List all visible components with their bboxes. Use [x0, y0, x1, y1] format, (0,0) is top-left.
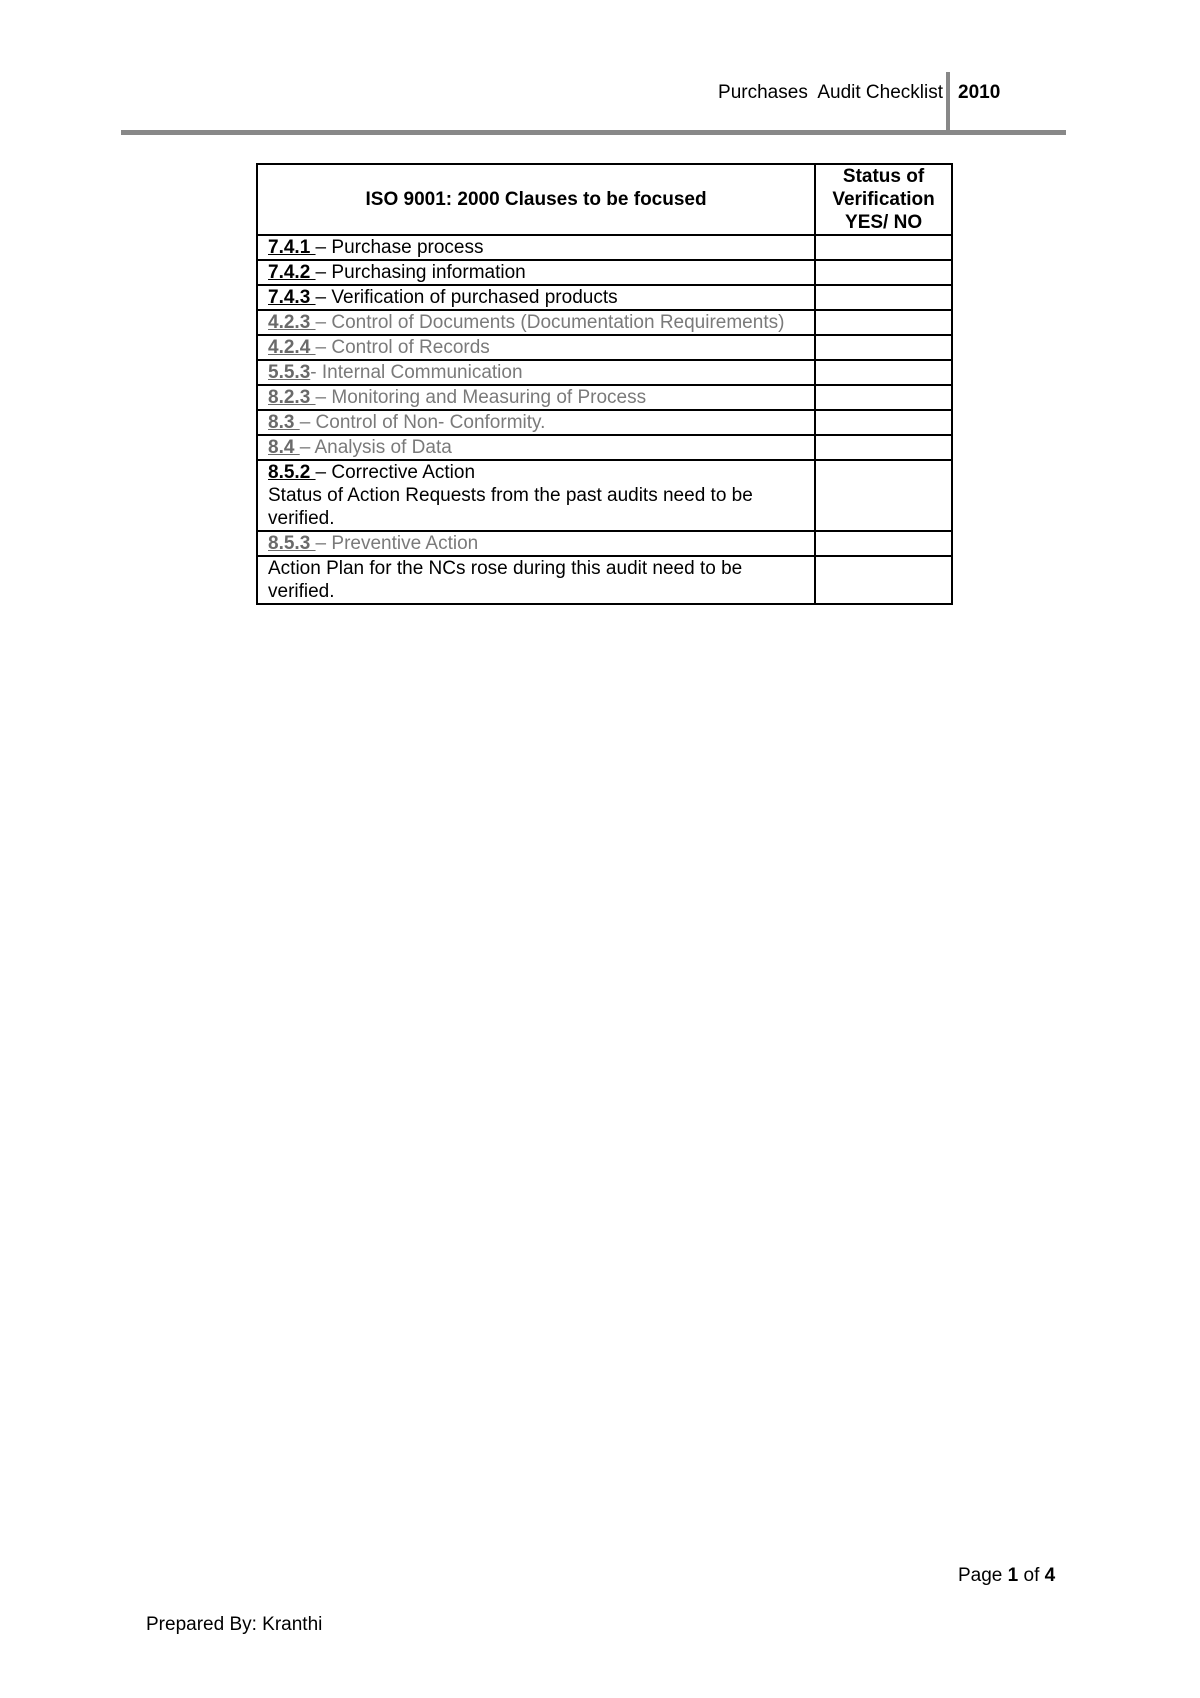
- status-header-line: Status of: [842, 166, 925, 187]
- clause-text: – Preventive Action: [315, 533, 479, 554]
- clause-text: – Purchasing information: [315, 262, 526, 283]
- clause-code: 8.3: [268, 412, 300, 433]
- status-cell[interactable]: [815, 435, 952, 460]
- clause-column-header: ISO 9001: 2000 Clauses to be focused: [257, 164, 815, 235]
- page-total: 4: [1044, 1565, 1056, 1586]
- audit-checklist-table: [256, 163, 953, 605]
- status-column-header: [815, 164, 952, 235]
- table-row: [257, 360, 952, 385]
- clause-cell: [257, 385, 815, 410]
- table-header-row: [257, 164, 952, 235]
- status-cell[interactable]: [815, 335, 952, 360]
- clause-code: 4.2.4: [268, 337, 316, 358]
- status-cell[interactable]: [815, 260, 952, 285]
- document-year: 2010: [958, 82, 1001, 103]
- clause-cell: [257, 335, 815, 360]
- table-row: [257, 285, 952, 310]
- status-cell[interactable]: [815, 556, 952, 604]
- status-cell[interactable]: [815, 235, 952, 260]
- table-row: [257, 460, 952, 531]
- clause-text: – Analysis of Data: [299, 437, 452, 458]
- clause-cell: [257, 360, 815, 385]
- prepared-by: Prepared By: Kranthi: [146, 1614, 323, 1635]
- clause-text: – Control of Non- Conformity.: [299, 412, 546, 433]
- page-label: Page: [958, 1565, 1008, 1586]
- document-title: Purchases Audit Checklist: [718, 82, 943, 103]
- clause-text: – Verification of purchased products: [315, 287, 618, 308]
- clause-cell: [257, 435, 815, 460]
- clause-code: 8.5.2: [268, 462, 316, 483]
- status-header-line: Verification: [832, 189, 935, 210]
- status-cell[interactable]: [815, 410, 952, 435]
- clause-cell: [257, 310, 815, 335]
- status-cell[interactable]: [815, 460, 952, 531]
- status-cell[interactable]: [815, 285, 952, 310]
- clause-text: – Corrective Action: [315, 462, 476, 483]
- clause-cell: [257, 410, 815, 435]
- status-cell[interactable]: [815, 531, 952, 556]
- clause-cell: [257, 260, 815, 285]
- status-cell[interactable]: [815, 360, 952, 385]
- clause-cell: [257, 556, 815, 604]
- table-row: [257, 310, 952, 335]
- table-row: [257, 385, 952, 410]
- clause-code: 5.5.3: [268, 362, 311, 383]
- table-row: [257, 335, 952, 360]
- table-row: [257, 235, 952, 260]
- header-separator: [946, 72, 950, 130]
- page-current: 1: [1007, 1565, 1019, 1586]
- table-row: [257, 556, 952, 604]
- page-number: [958, 1565, 1055, 1587]
- table-row: [257, 531, 952, 556]
- status-cell[interactable]: [815, 385, 952, 410]
- clause-text: – Purchase process: [315, 237, 484, 258]
- table-row: [257, 435, 952, 460]
- clause-cell: [257, 460, 815, 531]
- clause-text: – Control of Documents (Documentation Requirements): [315, 312, 785, 333]
- clause-code: 7.4.3: [268, 287, 316, 308]
- clause-text: – Control of Records: [315, 337, 490, 358]
- status-cell[interactable]: [815, 310, 952, 335]
- table-row: [257, 410, 952, 435]
- status-header-line: YES/ NO: [845, 212, 923, 233]
- clause-code: 7.4.2: [268, 262, 316, 283]
- clause-text: Action Plan for the NCs rose during this audit need to be verified.: [268, 558, 743, 602]
- clause-cell: [257, 285, 815, 310]
- clause-code: 4.2.3: [268, 312, 316, 333]
- clause-cell: [257, 531, 815, 556]
- clause-code: 8.5.3: [268, 533, 316, 554]
- clause-code: 7.4.1: [268, 237, 316, 258]
- clause-code: 8.4: [268, 437, 300, 458]
- clause-code: 8.2.3: [268, 387, 316, 408]
- page-header: [0, 72, 1200, 132]
- clause-text: - Internal Communication: [310, 362, 523, 383]
- table-row: [257, 260, 952, 285]
- clause-cell: [257, 235, 815, 260]
- header-rule: [121, 130, 1066, 135]
- page-of: of: [1018, 1565, 1045, 1586]
- clause-text: – Monitoring and Measuring of Process: [315, 387, 647, 408]
- clause-note: Status of Action Requests from the past audits need to be verified.: [268, 485, 753, 529]
